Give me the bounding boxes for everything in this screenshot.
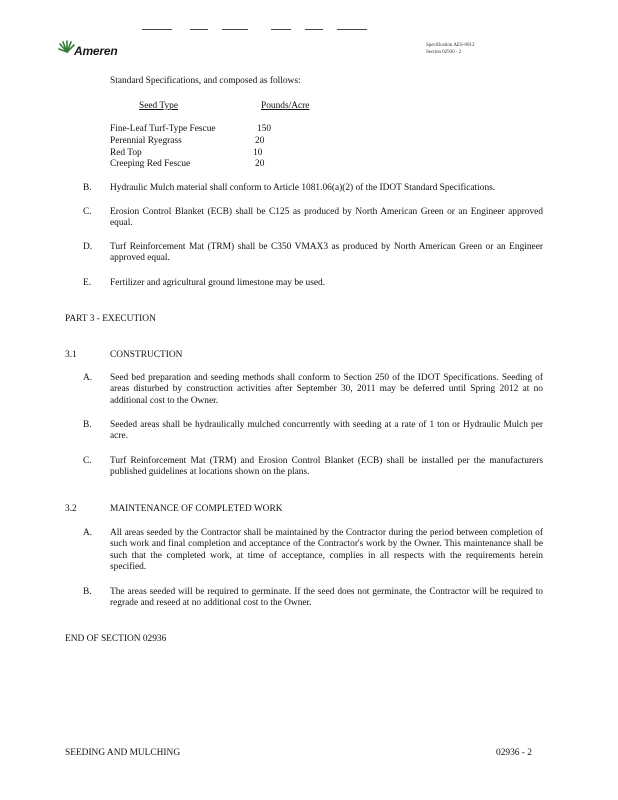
item-letter: D. [83, 242, 93, 252]
item-text: Hydraulic Mulch material shall conform to Article 1081.06(a)(2) of the IDOT Standard Specifications. [110, 183, 496, 193]
item-text: All areas seeded by the Contractor shall be maintained by the Contractor during the period between completion of such work and final completion and acceptance of the Contractor's work by the Owner. This maintenance shall be such that the completed work, at time of acceptance, complies in all respects with the requirements herein specified. [110, 528, 543, 573]
item-text: Fertilizer and agricultural ground limestone may be used. [110, 278, 326, 288]
item-text: Turf Reinforcement Mat (TRM) shall be C350 VMAX3 as produced by North American Green or an Engineer approved equal. [110, 242, 543, 264]
seed-type-header: Seed Type [139, 101, 179, 111]
ameren-logo [58, 40, 138, 62]
header-rule-5 [305, 29, 323, 30]
seed-row [110, 136, 330, 148]
item-text: Erosion Control Blanket (ECB) shall be C125 as produced by North American Green or an Engineer approved equal. [110, 207, 543, 229]
footer-title: SEEDING AND MULCHING [65, 748, 181, 758]
spec-line-2: Section 02936 - 2 [426, 50, 462, 55]
logo-text: Ameren [74, 44, 118, 58]
item-letter: B. [83, 420, 92, 430]
header-rule-6 [337, 29, 367, 30]
section-number: 3.2 [65, 504, 77, 514]
seed-value: 20 [255, 136, 265, 146]
header-rule-3 [222, 29, 248, 30]
item-text: The areas seeded will be required to germinate. If the seed does not germinate, the Contractor will be required to regrade and reseed at no additional cost to the Owner. [110, 587, 543, 609]
spec-line-1: Specification AES-0012 [426, 43, 475, 48]
item-text: Turf Reinforcement Mat (TRM) and Erosion Control Blanket (ECB) shall be installed per the manufacturers published guidelines at locations shown on the plans. [110, 456, 543, 478]
spec-reference [426, 42, 474, 56]
item-letter: A. [83, 373, 93, 383]
item-letter: C. [83, 456, 92, 466]
end-of-section: END OF SECTION 02936 [65, 634, 167, 644]
item-letter: A. [83, 528, 93, 538]
item-letter: B. [83, 587, 92, 597]
section-title: CONSTRUCTION [110, 350, 183, 360]
seed-value: 150 [257, 124, 272, 134]
item-letter: C. [83, 207, 92, 217]
pounds-acre-header: Pounds/Acre [261, 101, 310, 111]
section-number: 3.1 [65, 350, 77, 360]
header-rule-2 [190, 29, 208, 30]
seed-name: Red Top [110, 148, 142, 158]
section-title: MAINTENANCE OF COMPLETED WORK [110, 504, 283, 514]
header-rule-4 [271, 29, 291, 30]
seed-name: Creeping Red Fescue [110, 159, 191, 169]
intro-text: Standard Specifications, and composed as follows: [110, 76, 301, 86]
item-text: Seeded areas shall be hydraulically mulched concurrently with seeding at a rate of 1 ton or Hydraulic Mulch per acre. [110, 420, 543, 442]
part-heading: PART 3 - EXECUTION [65, 314, 156, 324]
seed-row [110, 124, 330, 136]
seed-value: 10 [253, 148, 263, 158]
item-text: Seed bed preparation and seeding methods shall conform to Section 250 of the IDOT Specifications. Seeding of areas disturbed by construction activities after September 30, 2011 may be deferred until Spring 2012 at no additional cost to the Owner. [110, 373, 543, 406]
seed-value: 20 [255, 159, 265, 169]
item-letter: E. [83, 278, 92, 288]
footer-page-number: 02936 - 2 [496, 748, 532, 758]
seed-name: Fine-Leaf Turf-Type Fescue [110, 124, 216, 134]
seed-row [110, 159, 330, 171]
seed-name: Perennial Ryegrass [110, 136, 182, 146]
item-letter: B. [83, 183, 92, 193]
header-rule-1 [142, 29, 172, 30]
